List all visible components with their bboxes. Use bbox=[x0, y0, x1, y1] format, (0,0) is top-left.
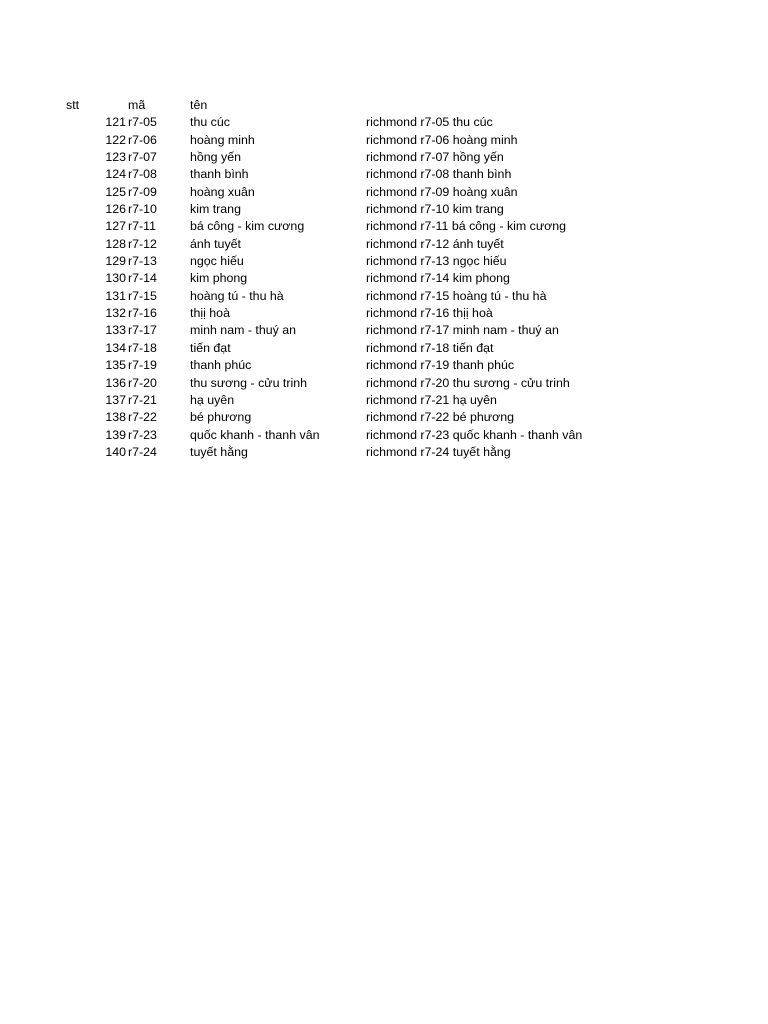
cell-ma: r7-23 bbox=[128, 427, 157, 442]
cell-full-name: richmond r7-08 thanh bình bbox=[366, 167, 512, 182]
cell-full-name: richmond r7-06 hoàng minh bbox=[366, 132, 518, 147]
cell-stt: 131 bbox=[105, 288, 126, 303]
cell-ma: r7-15 bbox=[128, 288, 157, 303]
table-row bbox=[0, 270, 768, 287]
cell-ma: r7-17 bbox=[128, 323, 157, 338]
cell-ma: r7-07 bbox=[128, 150, 157, 165]
cell-stt: 126 bbox=[105, 202, 126, 217]
table-row bbox=[0, 392, 768, 409]
cell-ten: hoàng minh bbox=[190, 132, 255, 147]
cell-ten: tuyết hằng bbox=[190, 444, 248, 459]
cell-ten: thanh bình bbox=[190, 167, 249, 182]
cell-full-name: richmond r7-23 quốc khanh - thanh vân bbox=[366, 427, 583, 442]
cell-ma: r7-09 bbox=[128, 184, 157, 199]
table-row bbox=[0, 288, 768, 305]
cell-full-name: richmond r7-12 ánh tuyết bbox=[366, 236, 504, 251]
cell-ten: kim phong bbox=[190, 271, 248, 286]
cell-full-name: richmond r7-10 kim trang bbox=[366, 202, 504, 217]
cell-stt: 121 bbox=[105, 115, 126, 130]
table-row bbox=[0, 218, 768, 235]
cell-ten: quốc khanh - thanh vân bbox=[190, 427, 320, 442]
table-row bbox=[0, 340, 768, 357]
cell-ma: r7-24 bbox=[128, 444, 157, 459]
table-row bbox=[0, 427, 768, 444]
cell-ma: r7-13 bbox=[128, 254, 157, 269]
cell-ten: thanh phúc bbox=[190, 358, 252, 373]
table-row bbox=[0, 166, 768, 183]
table-row bbox=[0, 184, 768, 201]
table-row bbox=[0, 409, 768, 426]
spreadsheet-page bbox=[0, 97, 768, 461]
cell-full-name: richmond r7-24 tuyết hằng bbox=[366, 444, 511, 459]
cell-ma: r7-11 bbox=[128, 219, 157, 234]
cell-stt: 127 bbox=[105, 219, 126, 234]
cell-stt: 133 bbox=[105, 323, 126, 338]
cell-ma: r7-05 bbox=[128, 115, 157, 130]
cell-ma: r7-10 bbox=[128, 202, 157, 217]
table-row bbox=[0, 201, 768, 218]
cell-stt: 122 bbox=[105, 132, 126, 147]
cell-full-name: richmond r7-22 bé phương bbox=[366, 410, 514, 425]
cell-ten: thịị hoà bbox=[190, 306, 230, 321]
cell-ma: r7-19 bbox=[128, 358, 157, 373]
cell-ma: r7-06 bbox=[128, 132, 157, 147]
table-row bbox=[0, 357, 768, 374]
cell-ten: minh nam - thuý an bbox=[190, 323, 297, 338]
cell-ten: bá công - kim cương bbox=[190, 219, 305, 234]
cell-ma: r7-18 bbox=[128, 340, 157, 355]
header-stt: stt bbox=[66, 98, 80, 112]
cell-stt: 123 bbox=[105, 150, 126, 165]
table-row bbox=[0, 253, 768, 270]
cell-full-name: richmond r7-14 kim phong bbox=[366, 271, 510, 286]
cell-ten: hoàng tú - thu hà bbox=[190, 288, 284, 303]
cell-ten: hồng yến bbox=[190, 150, 241, 165]
cell-full-name: richmond r7-13 ngọc hiếu bbox=[366, 254, 507, 269]
cell-stt: 137 bbox=[105, 392, 126, 407]
table-row bbox=[0, 322, 768, 339]
cell-stt: 128 bbox=[105, 236, 126, 251]
cell-stt: 132 bbox=[105, 306, 126, 321]
cell-full-name: richmond r7-11 bá công - kim cương bbox=[366, 219, 567, 234]
cell-ten: thu sương - cửu trinh bbox=[190, 375, 308, 390]
cell-stt: 138 bbox=[105, 410, 126, 425]
table-row bbox=[0, 375, 768, 392]
cell-stt: 129 bbox=[105, 254, 126, 269]
cell-ten: tiến đạt bbox=[190, 340, 231, 355]
cell-stt: 135 bbox=[105, 358, 126, 373]
cell-stt: 139 bbox=[105, 427, 126, 442]
table-row bbox=[0, 444, 768, 461]
cell-ten: hoàng xuân bbox=[190, 184, 255, 199]
cell-full-name: richmond r7-17 minh nam - thuý an bbox=[366, 323, 559, 338]
header-ten: tên bbox=[190, 98, 208, 112]
cell-full-name: richmond r7-19 thanh phúc bbox=[366, 358, 515, 373]
table-row bbox=[0, 236, 768, 253]
table-body bbox=[0, 114, 768, 461]
cell-ten: hạ uyên bbox=[190, 392, 235, 407]
cell-full-name: richmond r7-15 hoàng tú - thu hà bbox=[366, 288, 547, 303]
cell-ten: ánh tuyết bbox=[190, 236, 241, 251]
cell-stt: 130 bbox=[105, 271, 126, 286]
cell-ten: thu cúc bbox=[190, 115, 230, 130]
cell-ten: ngọc hiếu bbox=[190, 254, 244, 269]
header-ma: mã bbox=[128, 98, 146, 112]
cell-full-name: richmond r7-07 hồng yến bbox=[366, 150, 504, 165]
cell-ma: r7-08 bbox=[128, 167, 157, 182]
table-row bbox=[0, 149, 768, 166]
cell-full-name: richmond r7-20 thu sương - cửu trinh bbox=[366, 375, 570, 390]
cell-ma: r7-20 bbox=[128, 375, 157, 390]
cell-stt: 134 bbox=[105, 340, 126, 355]
cell-full-name: richmond r7-21 hạ uyên bbox=[366, 392, 497, 407]
header-row bbox=[0, 97, 768, 114]
cell-ma: r7-16 bbox=[128, 306, 157, 321]
cell-ma: r7-14 bbox=[128, 271, 157, 286]
cell-ma: r7-21 bbox=[128, 392, 157, 407]
table-row bbox=[0, 114, 768, 131]
cell-full-name: richmond r7-16 thịị hoà bbox=[366, 306, 493, 321]
table-row bbox=[0, 132, 768, 149]
cell-ma: r7-22 bbox=[128, 410, 157, 425]
cell-stt: 140 bbox=[105, 444, 126, 459]
cell-ten: bé phương bbox=[190, 410, 252, 425]
cell-ma: r7-12 bbox=[128, 236, 157, 251]
cell-full-name: richmond r7-09 hoàng xuân bbox=[366, 184, 518, 199]
table-row bbox=[0, 305, 768, 322]
cell-ten: kim trang bbox=[190, 202, 241, 217]
cell-stt: 125 bbox=[105, 184, 126, 199]
cell-stt: 124 bbox=[105, 167, 126, 182]
cell-stt: 136 bbox=[105, 375, 126, 390]
cell-full-name: richmond r7-18 tiến đạt bbox=[366, 340, 494, 355]
cell-full-name: richmond r7-05 thu cúc bbox=[366, 115, 493, 130]
